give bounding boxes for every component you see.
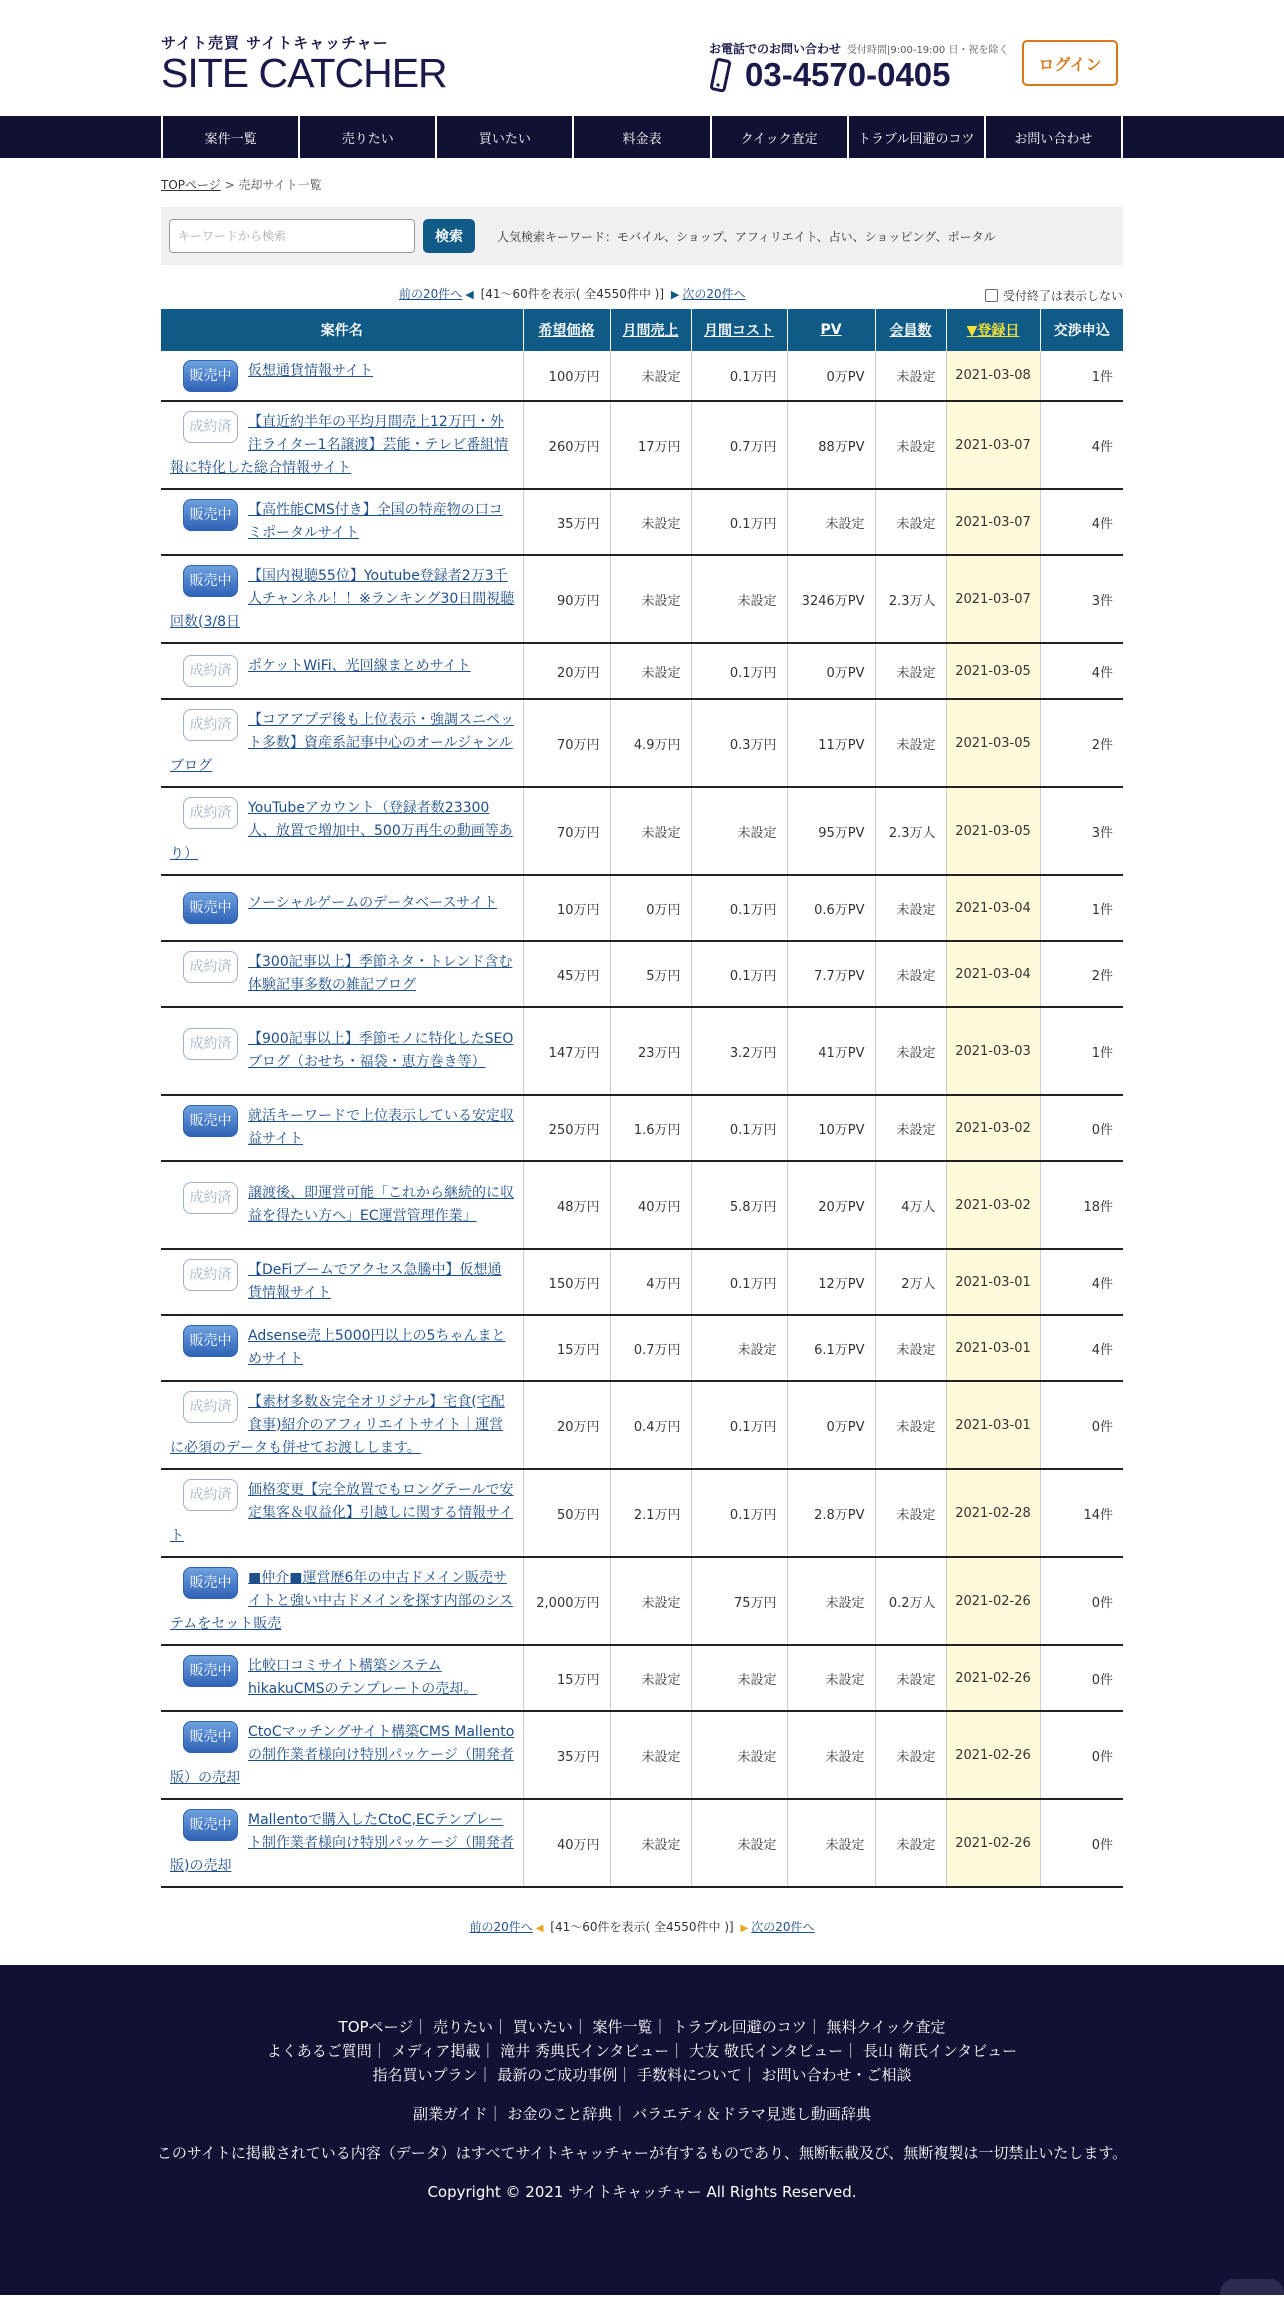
cell-monthly-cost: 未設定 [691,1645,787,1711]
listing-link[interactable]: 譲渡後、即運営可能「これから継続的に収益を得たい方へ」EC運営管理作業」 [248,1185,514,1224]
status-badge: 販売中 [183,499,238,531]
cell-members: 未設定 [875,1711,946,1799]
site-logo[interactable]: SITE CATCHER [161,50,447,96]
cell-pv: 0万PV [787,351,875,401]
prev-arrow-icon: ◀ [535,1923,544,1934]
cell-listing-name [161,401,523,489]
cell-listing-name [161,489,523,555]
cell-pv: 88万PV [787,401,875,489]
cell-price: 90万円 [523,555,610,643]
status-badge: 成約済 [183,709,238,741]
cell-date: 2021-03-07 [946,555,1040,643]
site-header [161,0,1123,116]
status-badge: 成約済 [183,951,238,983]
table-row[interactable] [161,643,1123,699]
cell-listing-name [161,1315,523,1381]
cell-monthly-cost: 75万円 [691,1557,787,1645]
cell-date: 2021-02-26 [946,1645,1040,1711]
cell-offers: 18件 [1040,1161,1123,1249]
status-badge: 販売中 [183,1721,238,1753]
cell-date: 2021-02-26 [946,1799,1040,1887]
cell-members: 4万人 [875,1161,946,1249]
cell-pv: 41万PV [787,1007,875,1095]
cell-members: 未設定 [875,1645,946,1711]
cell-pv: 12万PV [787,1249,875,1315]
nav-item-trouble-tips[interactable]: トラブル回避のコツ [847,116,984,158]
cell-monthly-sales: 40万円 [610,1161,691,1249]
table-row[interactable] [161,1161,1123,1249]
cell-members: 未設定 [875,351,946,401]
cell-pv: 0.6万PV [787,875,875,941]
cell-price: 35万円 [523,1711,610,1799]
cell-price: 147万円 [523,1007,610,1095]
listing-link[interactable]: ■仲介■運営歴6年の中古ドメイン販売サイトと強い中古ドメインを探す内部のシステムをセット販売 [170,1569,514,1632]
phone-icon [709,58,731,94]
site-footer [0,1965,1284,2295]
listings-table [161,309,1123,1888]
cell-date: 2021-03-02 [946,1161,1040,1249]
cell-date: 2021-03-04 [946,941,1040,1007]
cell-price: 70万円 [523,699,610,787]
cell-monthly-sales: 未設定 [610,489,691,555]
cell-price: 20万円 [523,643,610,699]
breadcrumb [161,176,1123,193]
cell-price: 70万円 [523,787,610,875]
status-badge: 成約済 [183,797,238,829]
cell-monthly-sales: 0.7万円 [610,1315,691,1381]
listing-link[interactable]: 価格変更【完全放置でもロングテールで安定集客＆収益化】引越しに関する情報サイト [170,1481,514,1544]
cell-monthly-cost: 0.1万円 [691,1095,787,1161]
cell-monthly-cost: 0.1万円 [691,875,787,941]
listing-link[interactable]: 就活キーワードで上位表示している安定収益サイト [248,1108,514,1147]
table-row[interactable] [161,1315,1123,1381]
listing-link[interactable]: Adsense売上5000円以上の5ちゃんまとめサイト [248,1328,506,1367]
status-badge: 成約済 [183,1479,238,1511]
cell-offers: 0件 [1040,1095,1123,1161]
table-row[interactable] [161,941,1123,1007]
cell-pv: 95万PV [787,787,875,875]
listing-link[interactable]: 【300記事以上】季節ネタ・トレンド含む体験記事多数の雑記ブログ [248,954,513,993]
cell-members: 未設定 [875,875,946,941]
cell-offers: 1件 [1040,351,1123,401]
status-badge: 成約済 [183,1182,238,1214]
status-badge: 成約済 [183,1028,238,1060]
cell-pv: 未設定 [787,1711,875,1799]
cell-monthly-cost: 0.1万円 [691,489,787,555]
cell-monthly-sales: 5万円 [610,941,691,1007]
col-header-name: 案件名 [161,309,523,351]
table-row[interactable] [161,787,1123,875]
nav-item-pricing[interactable]: 料金表 [572,116,709,158]
hide-closed-checkbox[interactable] [985,289,998,302]
cell-offers: 1件 [1040,875,1123,941]
tel-number[interactable]: 03-4570-0405 [745,56,951,93]
cell-offers: 4件 [1040,489,1123,555]
footer-links-line[interactable]: TOPページ｜ 売りたい｜ 買いたい｜ 案件一覧｜ トラブル回避のコツ｜ 無料クイック査定 [338,2018,946,2036]
search-button[interactable]: 検索 [423,219,475,253]
cell-pv: 未設定 [787,1799,875,1887]
next-page-link-bottom[interactable]: 次の20件へ [751,1920,815,1934]
table-row[interactable] [161,1557,1123,1645]
col-header-cost[interactable]: 月間コスト [691,309,787,351]
nav-item-buy[interactable]: 買いたい [435,116,572,158]
cell-date: 2021-02-26 [946,1711,1040,1799]
cell-monthly-sales: 未設定 [610,1557,691,1645]
cell-offers: 1件 [1040,1007,1123,1095]
cell-monthly-cost: 0.1万円 [691,351,787,401]
cell-date: 2021-03-05 [946,643,1040,699]
tel-heading [709,40,1008,57]
login-button[interactable]: ログイン [1022,40,1118,86]
cell-price: 40万円 [523,1799,610,1887]
breadcrumb-top-link[interactable]: TOPページ [161,178,221,192]
pager-top [161,277,1123,309]
cell-offers: 0件 [1040,1557,1123,1645]
status-badge: 販売中 [183,1655,238,1687]
status-badge: 販売中 [183,1567,238,1599]
cell-monthly-sales: 2.1万円 [610,1469,691,1557]
status-badge: 販売中 [183,1105,238,1137]
cell-date: 2021-03-08 [946,351,1040,401]
status-badge: 販売中 [183,1809,238,1841]
cell-listing-name [161,1645,523,1711]
cell-price: 250万円 [523,1095,610,1161]
tel-hours: 受付時間|9:00-19:00 日・祝を除く [847,45,1009,56]
table-row[interactable] [161,1645,1123,1711]
cell-listing-name [161,1007,523,1095]
cell-listing-name [161,787,523,875]
cell-pv: 0万PV [787,643,875,699]
table-row[interactable] [161,1381,1123,1469]
cell-price: 50万円 [523,1469,610,1557]
hide-closed-label: 受付終了は表示しない [1002,289,1123,303]
listing-link[interactable]: 【コアアプデ後も上位表示・強調スニペット多数】資産系記事中心のオールジャンルブログ [170,711,514,774]
status-badge: 販売中 [183,1325,238,1357]
cell-members: 未設定 [875,1381,946,1469]
cell-listing-name [161,351,523,401]
cell-offers: 3件 [1040,787,1123,875]
cell-offers: 0件 [1040,1711,1123,1799]
cell-monthly-cost: 未設定 [691,1315,787,1381]
cell-monthly-sales: 0万円 [610,875,691,941]
cell-monthly-sales: 0.4万円 [610,1381,691,1469]
pager-info: [41～60件を表示( 全4550件中 )] [480,287,665,301]
cell-date: 2021-02-28 [946,1469,1040,1557]
cell-monthly-sales: 1.6万円 [610,1095,691,1161]
prev-page-link-bottom[interactable]: 前の20件へ [469,1920,533,1934]
footer-links-line[interactable]: 指名買いプラン｜ 最新のご成功事例｜ 手数料について｜ お問い合わせ・ご相談 [372,2066,912,2084]
cell-date: 2021-03-01 [946,1249,1040,1315]
cell-monthly-sales: 未設定 [610,351,691,401]
copyright: Copyright © 2021 サイトキャッチャー All Rights Reserved. [427,2183,857,2201]
nav-item-sell[interactable]: 売りたい [298,116,435,158]
cell-members: 未設定 [875,489,946,555]
listing-link[interactable]: 【DeFiブームでアクセス急騰中】仮想通貨情報サイト [248,1262,502,1301]
status-badge: 成約済 [183,1259,238,1291]
table-row[interactable] [161,555,1123,643]
cell-monthly-sales: 未設定 [610,1645,691,1711]
table-row[interactable] [161,1799,1123,1887]
cell-offers: 4件 [1040,643,1123,699]
status-badge: 販売中 [183,360,238,392]
nav-item-quick-appraisal[interactable]: クイック査定 [710,116,847,158]
cell-monthly-cost: 未設定 [691,555,787,643]
cell-members: 未設定 [875,1315,946,1381]
listing-link[interactable]: 【高性能CMS付き】全国の特産物の口コミポータルサイト [248,502,503,541]
cell-pv: 10万PV [787,1095,875,1161]
cell-members: 2.3万人 [875,555,946,643]
cell-listing-name [161,1381,523,1469]
logo-subtitle: サイト売買 サイトキャッチャー [161,34,389,52]
cell-monthly-cost: 未設定 [691,787,787,875]
cell-pv: 未設定 [787,1557,875,1645]
cell-offers: 4件 [1040,401,1123,489]
listing-link[interactable]: ソーシャルゲームのデータベースサイト [248,895,498,911]
prev-arrow-icon: ◀ [465,288,474,301]
cell-offers: 2件 [1040,699,1123,787]
cell-listing-name [161,643,523,699]
cell-offers: 0件 [1040,1645,1123,1711]
cell-offers: 0件 [1040,1381,1123,1469]
cell-pv: 11万PV [787,699,875,787]
cell-price: 45万円 [523,941,610,1007]
listing-link[interactable]: YouTubeアカウント（登録者数23300人、放置で増加中、500万再生の動画等あり） [170,799,513,862]
cell-members: 2.3万人 [875,787,946,875]
col-header-sales[interactable]: 月間売上 [610,309,691,351]
listing-link[interactable]: 比較口コミサイト構築システム hikakuCMSのテンプレートの売却。 [248,1658,478,1697]
cell-listing-name [161,1711,523,1799]
cell-members: 未設定 [875,401,946,489]
table-row[interactable] [161,1007,1123,1095]
cell-offers: 4件 [1040,1249,1123,1315]
status-badge: 販売中 [183,565,238,597]
cell-pv: 20万PV [787,1161,875,1249]
listing-link[interactable]: Mallentoで購入したCtoC,ECテンプレート制作業者様向け特別パッケージ（開発者版)の売却 [170,1811,514,1874]
cell-monthly-cost: 0.7万円 [691,401,787,489]
next-arrow-icon: ▶ [740,1923,749,1934]
cell-monthly-cost: 3.2万円 [691,1007,787,1095]
table-row[interactable] [161,489,1123,555]
cell-listing-name [161,875,523,941]
cell-members: 0.2万人 [875,1557,946,1645]
cell-price: 35万円 [523,489,610,555]
table-header-row [161,309,1123,351]
cell-monthly-cost: 0.1万円 [691,1249,787,1315]
cell-monthly-sales: 4万円 [610,1249,691,1315]
table-row[interactable] [161,875,1123,941]
col-header-date[interactable]: ▼登録日 [946,309,1040,351]
next-page-link[interactable]: 次の20件へ [682,287,746,301]
cell-pv: 未設定 [787,1645,875,1711]
cell-monthly-sales: 17万円 [610,401,691,489]
cell-price: 15万円 [523,1315,610,1381]
cell-monthly-cost: 0.1万円 [691,643,787,699]
col-header-price[interactable]: 希望価格 [523,309,610,351]
cell-price: 10万円 [523,875,610,941]
next-arrow-icon: ▶ [670,288,680,301]
prev-page-link[interactable]: 前の20件へ [399,287,463,301]
cell-offers: 14件 [1040,1469,1123,1557]
cell-monthly-cost: 未設定 [691,1799,787,1887]
cell-offers: 0件 [1040,1799,1123,1887]
cell-offers: 4件 [1040,1315,1123,1381]
cell-pv: 7.7万PV [787,941,875,1007]
cell-date: 2021-02-26 [946,1557,1040,1645]
cell-members: 未設定 [875,1095,946,1161]
global-nav [0,116,1284,158]
cell-members: 未設定 [875,1469,946,1557]
cell-monthly-sales: 23万円 [610,1007,691,1095]
cell-monthly-sales: 未設定 [610,1711,691,1799]
col-header-members[interactable]: 会員数 [875,309,946,351]
status-badge: 販売中 [183,892,238,924]
cell-monthly-sales: 未設定 [610,643,691,699]
cell-monthly-cost: 5.8万円 [691,1161,787,1249]
page-top-button[interactable] [1220,2279,1284,2295]
cell-pv: 2.8万PV [787,1469,875,1557]
listing-link[interactable]: 【900記事以上】季節モノに特化したSEOブログ（おせち・福袋・恵方巻き等） [248,1031,514,1070]
cell-monthly-sales: 4.9万円 [610,699,691,787]
listing-link[interactable]: ポケットWiFi、光回線まとめサイト [248,658,471,674]
hide-closed-toggle[interactable] [985,287,1123,304]
cell-listing-name [161,1799,523,1887]
cell-price: 15万円 [523,1645,610,1711]
cell-pv: 6.1万PV [787,1315,875,1381]
cell-price: 150万円 [523,1249,610,1315]
cell-listing-name [161,1469,523,1557]
cell-listing-name [161,1249,523,1315]
cell-members: 未設定 [875,699,946,787]
cell-listing-name [161,699,523,787]
breadcrumb-current: > 売却サイト一覧 [224,178,322,192]
cell-monthly-cost: 0.1万円 [691,1469,787,1557]
cell-monthly-sales: 未設定 [610,555,691,643]
cell-pv: 未設定 [787,489,875,555]
table-row[interactable] [161,1469,1123,1557]
cell-members: 2万人 [875,1249,946,1315]
col-header-pv[interactable]: PV [787,309,875,351]
cell-monthly-sales: 未設定 [610,787,691,875]
cell-listing-name [161,555,523,643]
table-row[interactable] [161,1711,1123,1799]
cell-monthly-cost: 未設定 [691,1711,787,1799]
cell-monthly-cost: 0.3万円 [691,699,787,787]
status-badge: 成約済 [183,655,238,687]
tel-label: お電話でのお問い合わせ [709,42,842,56]
cell-monthly-sales: 未設定 [610,1799,691,1887]
cell-members: 未設定 [875,1007,946,1095]
listing-link[interactable]: 【国内視聴55位】Youtube登録者2万3千人チャンネル！！※ランキング30日間視聴回数(3/8日 [170,567,515,630]
cell-price: 48万円 [523,1161,610,1249]
footer-extra-links[interactable]: 副業ガイド｜ お金のこと辞典｜ バラエティ＆ドラマ見逃し動画辞典 [413,2105,871,2123]
listing-link[interactable]: 【素材多数＆完全オリジナル】宅食(宅配食事)紹介のアフィリエイトサイト｜運営に必須のデータも併せてお渡しします。 [170,1393,505,1456]
cell-date: 2021-03-05 [946,787,1040,875]
nav-item-listings[interactable]: 案件一覧 [161,116,298,158]
cell-date: 2021-03-07 [946,401,1040,489]
cell-listing-name [161,1557,523,1645]
cell-date: 2021-03-03 [946,1007,1040,1095]
listing-link[interactable]: CtoCマッチングサイト構築CMS Mallentoの制作業者様向け特別パッケージ（開発者版）の売却 [170,1723,515,1786]
table-row[interactable] [161,699,1123,787]
cell-members: 未設定 [875,941,946,1007]
pager-bottom [161,1918,1123,1935]
cell-date: 2021-03-01 [946,1315,1040,1381]
cell-pv: 0万PV [787,1381,875,1469]
cell-offers: 2件 [1040,941,1123,1007]
pager-info-bottom: [41～60件を表示( 全4550件中 )] [550,1920,734,1934]
cell-monthly-cost: 0.1万円 [691,941,787,1007]
table-row[interactable] [161,351,1123,401]
cell-listing-name [161,1095,523,1161]
cell-members: 未設定 [875,643,946,699]
cell-listing-name [161,941,523,1007]
cell-date: 2021-03-07 [946,489,1040,555]
cell-offers: 3件 [1040,555,1123,643]
cell-date: 2021-03-02 [946,1095,1040,1161]
search-bar [161,207,1123,265]
footer-links[interactable] [0,2015,1284,2087]
cell-monthly-cost: 0.1万円 [691,1381,787,1469]
cell-price: 2,000万円 [523,1557,610,1645]
table-row[interactable] [161,1095,1123,1161]
cell-price: 20万円 [523,1381,610,1469]
cell-pv: 3246万PV [787,555,875,643]
cell-members: 未設定 [875,1799,946,1887]
search-input[interactable] [169,219,415,253]
listing-link[interactable]: 仮想通貨情報サイト [248,362,374,379]
cell-listing-name [161,1161,523,1249]
cell-date: 2021-03-01 [946,1381,1040,1469]
nav-item-contact[interactable]: お問い合わせ [984,116,1123,158]
footer-notice: このサイトに掲載されている内容（データ）はすべてサイトキャッチャーが有するものであり、無断転載及び、無断複製は一切禁止いたします。 [156,2144,1128,2162]
cell-date: 2021-03-05 [946,699,1040,787]
footer-links-line[interactable]: よくあるご質問｜ メディア掲載｜ 滝井 秀典氏インタビュー｜ 大友 敬氏インタビュー｜ 長山 衛氏インタビュー [266,2042,1018,2060]
cell-date: 2021-03-04 [946,875,1040,941]
table-row[interactable] [161,401,1123,489]
status-badge: 成約済 [183,411,238,443]
table-row[interactable] [161,1249,1123,1315]
listing-link[interactable]: 【直近約半年の平均月間売上12万円・外注ライター1名譲渡】芸能・テレビ番組情報に特化した総合情報サイト [170,413,509,476]
cell-price: 260万円 [523,401,610,489]
popular-keywords: 人気検索キーワード：モバイル、ショップ、アフィリエイト、占い、ショッピング、ポータル [497,230,996,244]
col-header-offers: 交渉申込 [1040,309,1123,351]
status-badge: 成約済 [183,1391,238,1423]
cell-price: 100万円 [523,351,610,401]
